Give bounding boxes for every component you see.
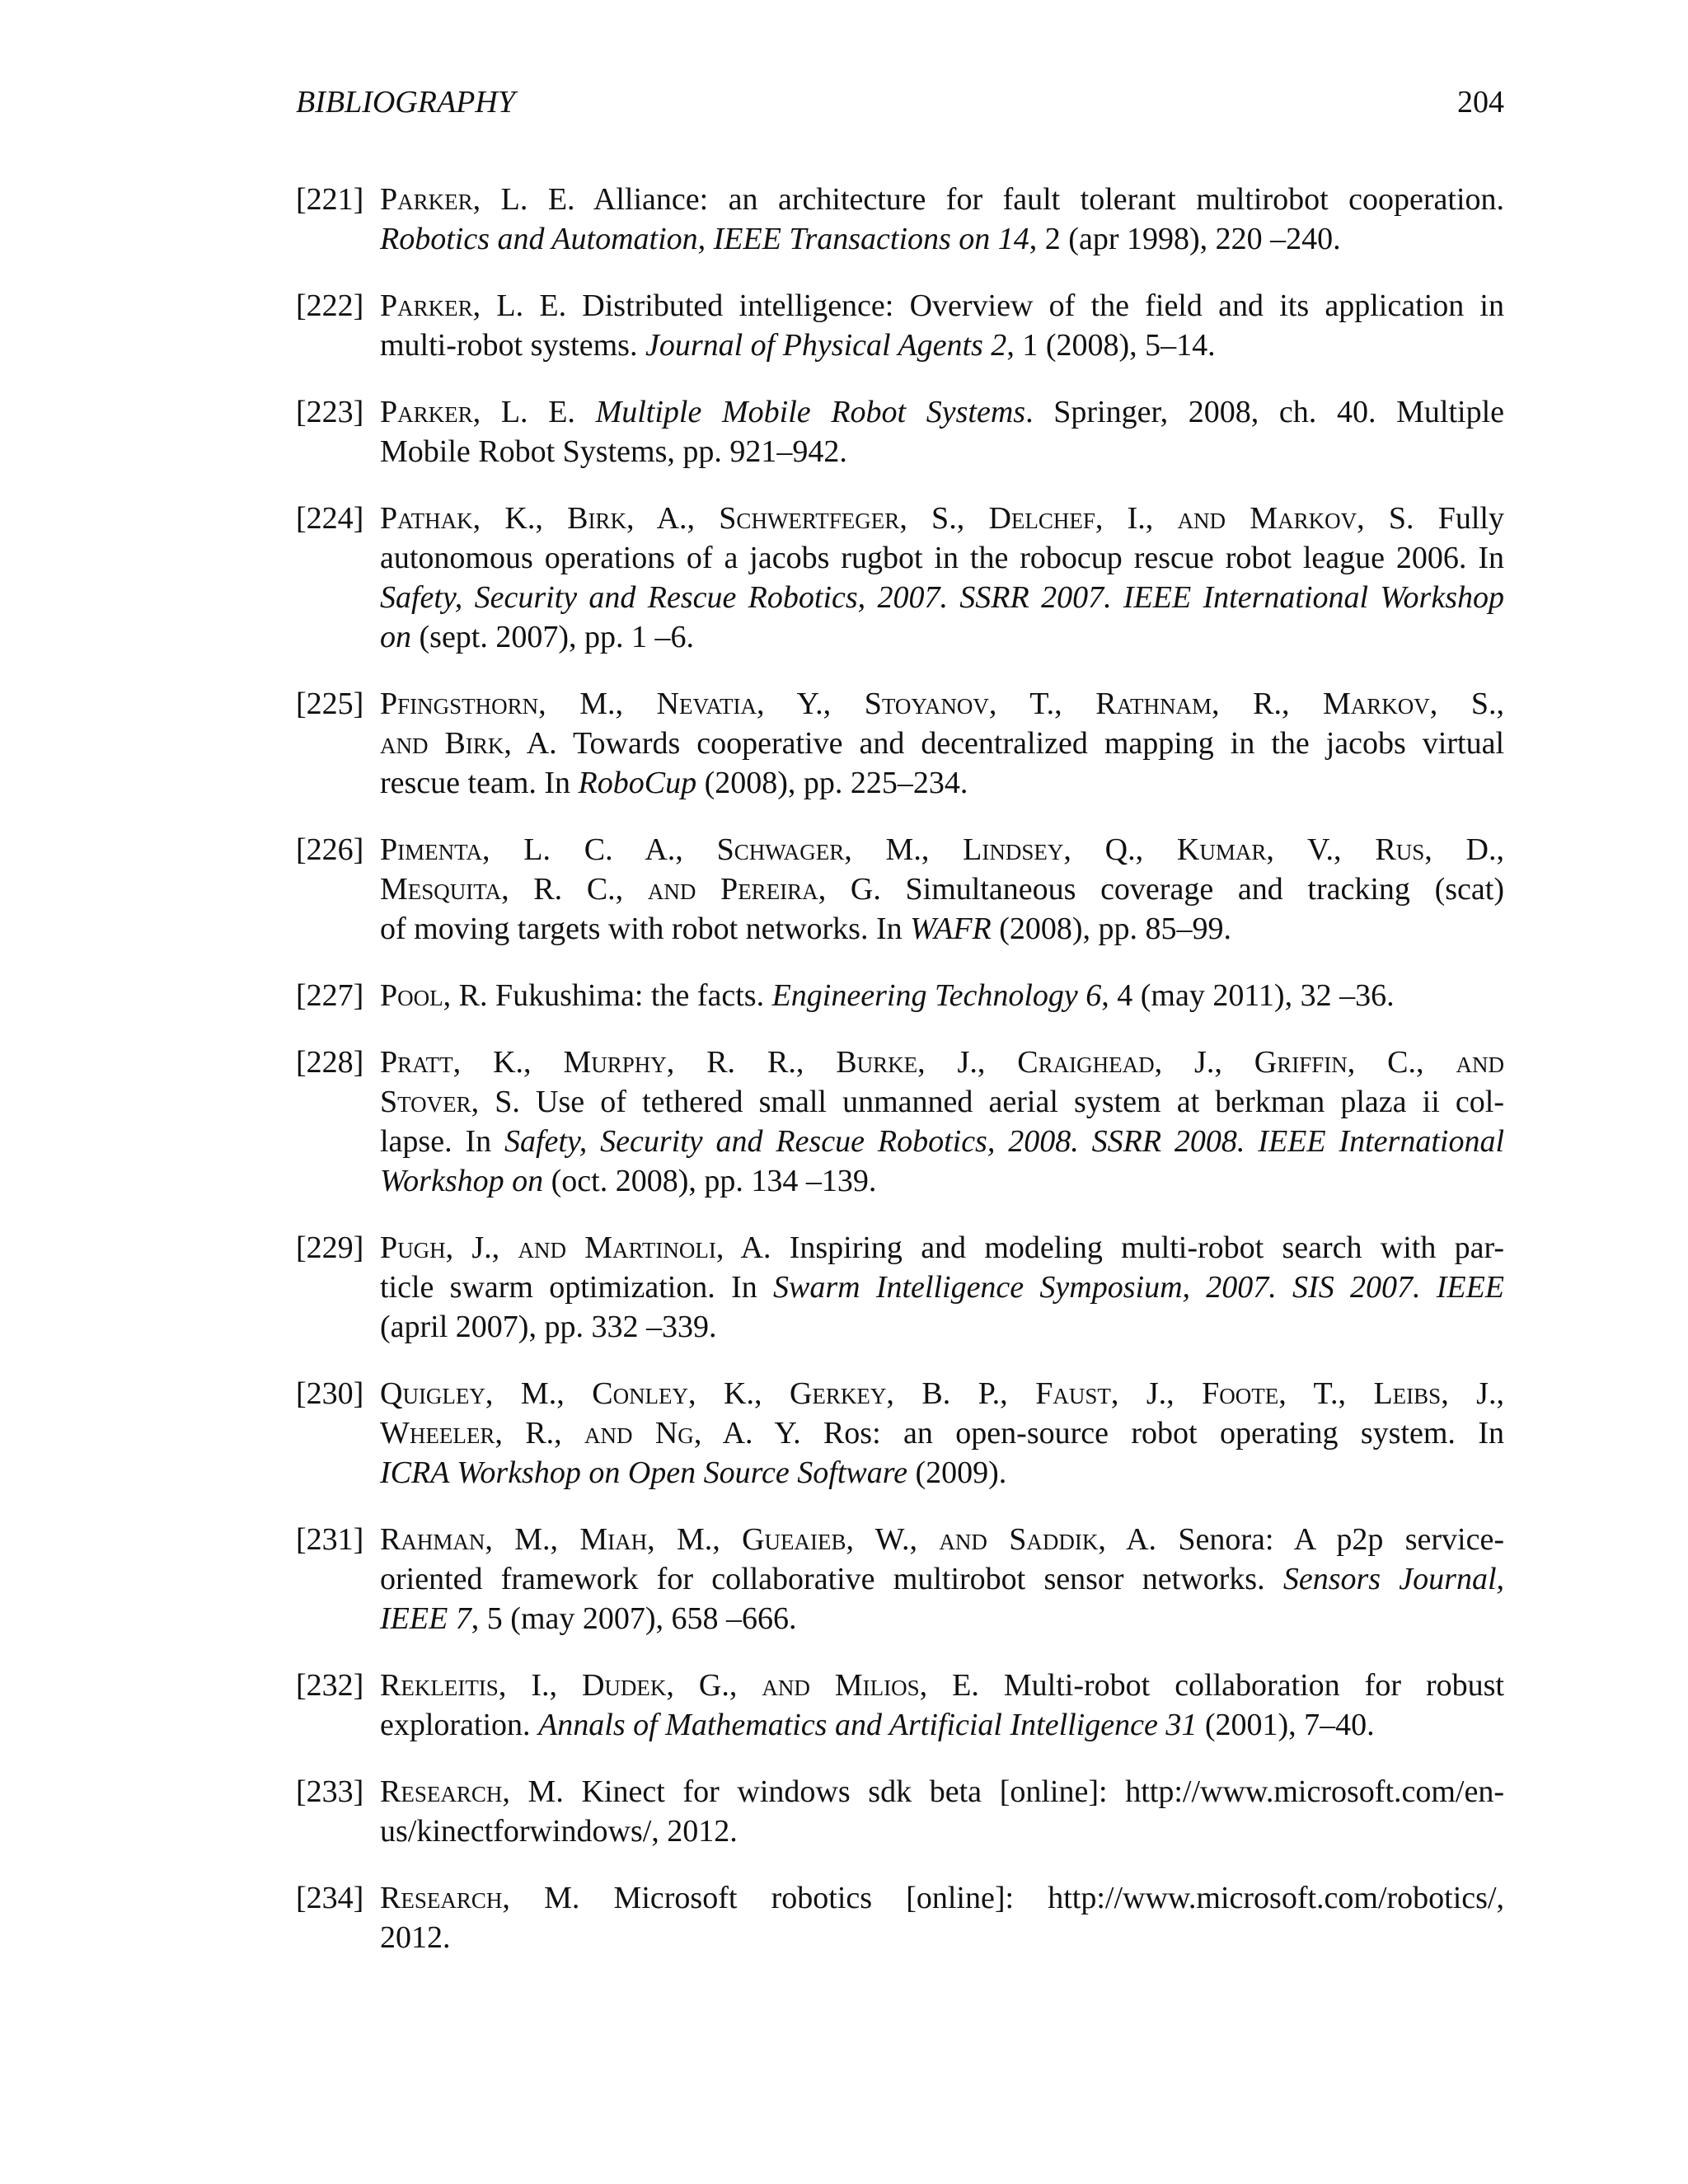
reference-line: Parker, L. E. Distributed intelligence: Overview of the field and its application in [380, 288, 1504, 323]
reference-line: IEEE 7, 5 (may 2007), 658 –666. [380, 1601, 797, 1636]
reference-entry [296, 1520, 1504, 1638]
reference-number: [221] [296, 182, 364, 217]
reference-number: [224] [296, 501, 364, 536]
reference-text [380, 1878, 1504, 1957]
reference-number: [223] [296, 395, 364, 429]
reference-line: Research, M. Microsoft robotics [online]: http://www.microsoft.com/robotics/, [380, 1881, 1504, 1915]
reference-text [380, 1520, 1504, 1638]
reference-line: ICRA Workshop on Open Source Software (2009). [380, 1455, 1007, 1490]
reference-line: Robotics and Automation, IEEE Transactions on 14, 2 (apr 1998), 220 –240. [380, 222, 1341, 256]
reference-number: [226] [296, 832, 364, 867]
reference-line: and Birk, A. Towards cooperative and decentralized mapping in the jacobs virtual [380, 726, 1504, 761]
reference-line: Pool, R. Fukushima: the facts. Engineering Technology 6, 4 (may 2011), 32 –36. [380, 978, 1395, 1013]
running-header [296, 82, 1504, 122]
reference-line: Mobile Robot Systems, pp. 921–942. [380, 434, 847, 469]
reference-number: [230] [296, 1376, 364, 1411]
reference-entry [296, 830, 1504, 949]
chapter-title: BIBLIOGRAPHY [296, 85, 515, 120]
reference-number: [231] [296, 1522, 364, 1557]
reference-entry [296, 1043, 1504, 1201]
reference-number: [229] [296, 1230, 364, 1265]
reference-line: Pugh, J., and Martinoli, A. Inspiring and modeling multi-robot search with par- [380, 1230, 1504, 1265]
reference-line: Stover, S. Use of tethered small unmanned aerial system at berkman plaza ii col- [380, 1085, 1504, 1119]
reference-text [380, 1374, 1504, 1493]
reference-line: multi-robot systems. Journal of Physical Agents 2, 1 (2008), 5–14. [380, 328, 1216, 363]
reference-entry [296, 976, 1504, 1015]
reference-number: [227] [296, 978, 364, 1013]
reference-entry [296, 1666, 1504, 1745]
reference-line: of moving targets with robot networks. In WAFR (2008), pp. 85–99. [380, 912, 1232, 946]
reference-line: Safety, Security and Rescue Robotics, 2007. SSRR 2007. IEEE International Workshop [380, 580, 1504, 615]
reference-entry [296, 1228, 1504, 1347]
reference-number: [225] [296, 687, 364, 721]
reference-line: Rekleitis, I., Dudek, G., and Milios, E. Multi-robot collaboration for robust [380, 1668, 1504, 1703]
reference-entry [296, 1374, 1504, 1493]
reference-text [380, 830, 1504, 949]
reference-entry [296, 684, 1504, 803]
reference-text [380, 286, 1504, 365]
page-number: 204 [1457, 85, 1504, 120]
reference-text [380, 499, 1504, 657]
reference-line: rescue team. In RoboCup (2008), pp. 225–234. [380, 766, 968, 800]
reference-line: Pratt, K., Murphy, R. R., Burke, J., Craighead, J., Griffin, C., and [380, 1045, 1504, 1080]
reference-entry [296, 180, 1504, 259]
reference-entry [296, 1772, 1504, 1851]
reference-line: Rahman, M., Miah, M., Gueaieb, W., and Saddik, A. Senora: A p2p service- [380, 1522, 1504, 1557]
reference-line: autonomous operations of a jacobs rugbot in the robocup rescue robot league 2006. In [380, 541, 1504, 575]
reference-number: [233] [296, 1774, 364, 1809]
reference-text [380, 1228, 1504, 1347]
reference-line: Pimenta, L. C. A., Schwager, M., Lindsey, Q., Kumar, V., Rus, D., [380, 832, 1504, 867]
reference-line: (april 2007), pp. 332 –339. [380, 1310, 717, 1344]
reference-text [380, 1666, 1504, 1745]
reference-line: Pfingsthorn, M., Nevatia, Y., Stoyanov, T., Rathnam, R., Markov, S., [380, 687, 1504, 721]
reference-line: 2012. [380, 1920, 451, 1955]
reference-text [380, 1043, 1504, 1201]
reference-line: us/kinectforwindows/, 2012. [380, 1814, 738, 1849]
reference-line: lapse. In Safety, Security and Rescue Robotics, 2008. SSRR 2008. IEEE International [380, 1124, 1504, 1159]
reference-line: Wheeler, R., and Ng, A. Y. Ros: an open-source robot operating system. In [380, 1416, 1504, 1451]
reference-entry [296, 1878, 1504, 1957]
reference-line: ticle swarm optimization. In Swarm Intelligence Symposium, 2007. SIS 2007. IEEE [380, 1270, 1504, 1305]
reference-number: [222] [296, 288, 364, 323]
reference-number: [228] [296, 1045, 364, 1080]
bibliography-list [296, 180, 1504, 1985]
reference-entry [296, 392, 1504, 471]
reference-text [380, 684, 1504, 803]
reference-number: [234] [296, 1881, 364, 1915]
reference-line: Pathak, K., Birk, A., Schwertfeger, S., Delchef, I., and Markov, S. Fully [380, 501, 1504, 536]
reference-text [380, 976, 1504, 1015]
reference-text [380, 180, 1504, 259]
reference-line: Quigley, M., Conley, K., Gerkey, B. P., Faust, J., Foote, T., Leibs, J., [380, 1376, 1504, 1411]
reference-line: Parker, L. E. Alliance: an architecture for fault tolerant multirobot cooperation. [380, 182, 1504, 217]
reference-line: Research, M. Kinect for windows sdk beta [online]: http://www.microsoft.com/en- [380, 1774, 1504, 1809]
reference-text [380, 1772, 1504, 1851]
reference-text [380, 392, 1504, 471]
reference-line: Workshop on (oct. 2008), pp. 134 –139. [380, 1164, 877, 1198]
reference-line: Parker, L. E. Multiple Mobile Robot Systems. Springer, 2008, ch. 40. Multiple [380, 395, 1504, 429]
reference-line: exploration. Annals of Mathematics and Artificial Intelligence 31 (2001), 7–40. [380, 1708, 1375, 1742]
reference-line: oriented framework for collaborative multirobot sensor networks. Sensors Journal, [380, 1562, 1505, 1596]
reference-entry [296, 499, 1504, 657]
reference-number: [232] [296, 1668, 364, 1703]
reference-entry [296, 286, 1504, 365]
reference-line: Mesquita, R. C., and Pereira, G. Simultaneous coverage and tracking (scat) [380, 872, 1504, 907]
reference-line: on (sept. 2007), pp. 1 –6. [380, 620, 695, 654]
